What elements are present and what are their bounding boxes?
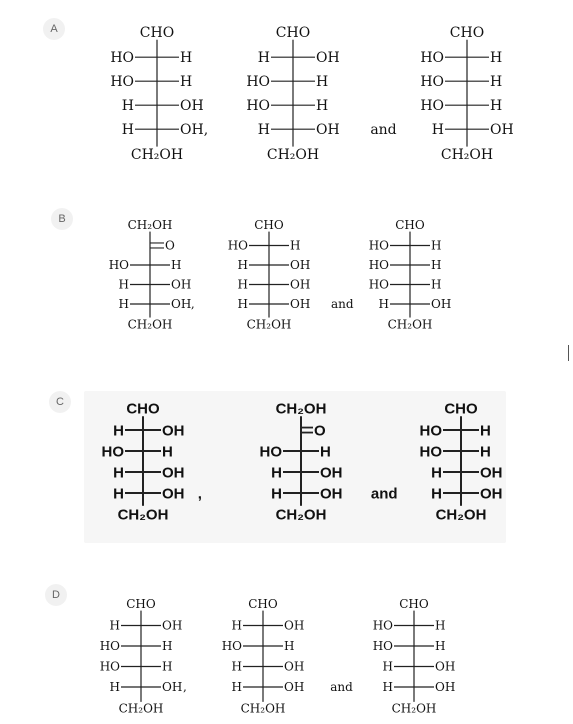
fischer-right-substituent: OH bbox=[171, 277, 192, 292]
fischer-right-substituent: H bbox=[435, 618, 446, 633]
fischer-right-substituent: H bbox=[435, 639, 446, 654]
fischer-left-substituent: H bbox=[257, 122, 270, 139]
separator-and: and bbox=[330, 680, 353, 695]
fischer-left-substituent: HO bbox=[221, 639, 242, 654]
fischer-left-substituent: H bbox=[382, 659, 393, 674]
fischer-left-substituent: H bbox=[382, 680, 393, 695]
fischer-right-substituent: OH bbox=[290, 297, 311, 312]
fischer-left-substituent: H bbox=[237, 297, 248, 312]
separator-and: and bbox=[370, 485, 398, 503]
fischer-right-substituent: H bbox=[490, 50, 503, 67]
fischer-left-substituent: H bbox=[118, 277, 129, 292]
fischer-left-substituent: HO bbox=[372, 639, 393, 654]
fischer-bottom-group: CH₂OH bbox=[435, 506, 487, 524]
fischer-bottom-group: CH₂OH bbox=[118, 701, 164, 716]
fischer-left-substituent: H bbox=[113, 485, 124, 503]
fischer-left-substituent: HO bbox=[110, 50, 134, 67]
fischer-right-substituent: H bbox=[290, 238, 301, 253]
fischer-left-substituent: H bbox=[431, 122, 444, 139]
fischer-bottom-group: CH₂OH bbox=[266, 147, 320, 164]
fischer-top-group: CHO bbox=[139, 24, 175, 41]
fischer-right-substituent: H bbox=[162, 443, 173, 461]
fischer-left-substituent: HO bbox=[227, 238, 248, 253]
fischer-left-substituent: HO bbox=[101, 443, 124, 461]
fischer-left-substituent: H bbox=[237, 258, 248, 273]
fischer-right-substituent: OH bbox=[435, 680, 456, 695]
fischer-left-substituent: HO bbox=[420, 74, 444, 91]
fischer-top-group: CHO bbox=[399, 597, 429, 612]
fischer-right-substituent: H bbox=[284, 639, 295, 654]
fischer-top-group: CH₂OH bbox=[127, 218, 173, 233]
fischer-left-substituent: HO bbox=[99, 639, 120, 654]
fischer-right-substituent: OH bbox=[180, 98, 204, 115]
fischer-right-substituent: OH bbox=[316, 122, 340, 139]
separator-comma: , bbox=[197, 485, 202, 503]
fischer-left-substituent: H bbox=[118, 297, 129, 312]
fischer-top-group: CHO bbox=[275, 24, 311, 41]
carbonyl-oxygen: O bbox=[165, 238, 175, 253]
separator-and: and bbox=[331, 297, 354, 312]
fischer-right-substituent: OH bbox=[284, 659, 305, 674]
fischer-right-substituent: H bbox=[171, 258, 182, 273]
fischer-left-substituent: HO bbox=[368, 277, 389, 292]
fischer-top-group: CHO bbox=[248, 597, 278, 612]
fischer-left-substituent: H bbox=[271, 464, 282, 482]
fischer-top-group: CHO bbox=[449, 24, 485, 41]
fischer-right-substituent: OH bbox=[180, 122, 204, 139]
fischer-right-substituent: OH bbox=[316, 50, 340, 67]
fischer-left-substituent: HO bbox=[368, 258, 389, 273]
fischer-top-group: CHO bbox=[395, 218, 425, 233]
fischer-left-substituent: HO bbox=[99, 659, 120, 674]
fischer-left-substituent: HO bbox=[372, 618, 393, 633]
fischer-left-substituent: HO bbox=[419, 422, 442, 440]
option-badge-a[interactable]: A bbox=[43, 18, 65, 40]
fischer-right-substituent: OH bbox=[162, 680, 183, 695]
option-badge-d[interactable]: D bbox=[45, 584, 67, 606]
fischer-left-substituent: HO bbox=[108, 258, 129, 273]
fischer-top-group: CHO bbox=[444, 400, 478, 418]
fischer-left-substituent: H bbox=[431, 485, 442, 503]
fischer-right-substituent: H bbox=[316, 98, 329, 115]
fischer-right-substituent: H bbox=[490, 74, 503, 91]
fischer-bottom-group: CH₂OH bbox=[440, 147, 494, 164]
fischer-right-substituent: OH bbox=[290, 277, 311, 292]
fischer-top-group: CH₂OH bbox=[275, 400, 327, 418]
fischer-left-substituent: HO bbox=[420, 50, 444, 67]
fischer-right-substituent: H bbox=[180, 74, 193, 91]
fischer-right-substituent: OH bbox=[480, 464, 503, 482]
fischer-bottom-group: CH₂OH bbox=[130, 147, 184, 164]
fischer-bottom-group: CH₂OH bbox=[117, 506, 169, 524]
fischer-right-substituent: OH bbox=[284, 618, 305, 633]
carbonyl-oxygen: O bbox=[314, 422, 326, 440]
separator-comma: , bbox=[183, 680, 187, 695]
fischer-left-substituent: H bbox=[257, 50, 270, 67]
fischer-bottom-group: CH₂OH bbox=[246, 317, 292, 332]
fischer-right-substituent: OH bbox=[162, 618, 183, 633]
separator-comma: , bbox=[203, 122, 209, 139]
fischer-right-substituent: OH bbox=[284, 680, 305, 695]
fischer-bottom-group: CH₂OH bbox=[275, 506, 327, 524]
fischer-left-substituent: H bbox=[109, 618, 120, 633]
fischer-right-substituent: H bbox=[480, 422, 491, 440]
fischer-left-substituent: H bbox=[121, 122, 134, 139]
fischer-right-substituent: H bbox=[320, 443, 331, 461]
separator-comma: , bbox=[190, 297, 195, 312]
fischer-right-substituent: OH bbox=[162, 422, 185, 440]
fischer-left-substituent: H bbox=[378, 297, 389, 312]
separator-and: and bbox=[370, 122, 397, 139]
fischer-left-substituent: H bbox=[271, 485, 282, 503]
fischer-left-substituent: HO bbox=[259, 443, 282, 461]
fischer-right-substituent: H bbox=[480, 443, 491, 461]
fischer-left-substituent: HO bbox=[420, 98, 444, 115]
option-badge-c[interactable]: C bbox=[49, 391, 71, 413]
fischer-left-substituent: HO bbox=[419, 443, 442, 461]
fischer-right-substituent: H bbox=[431, 258, 442, 273]
fischer-left-substituent: H bbox=[231, 618, 242, 633]
fischer-left-substituent: HO bbox=[368, 238, 389, 253]
fischer-left-substituent: H bbox=[109, 680, 120, 695]
fischer-left-substituent: H bbox=[431, 464, 442, 482]
fischer-bottom-group: CH₂OH bbox=[240, 701, 286, 716]
fischer-bottom-group: CH₂OH bbox=[391, 701, 437, 716]
fischer-left-substituent: H bbox=[231, 680, 242, 695]
fischer-right-substituent: H bbox=[316, 74, 329, 91]
fischer-right-substituent: H bbox=[162, 639, 173, 654]
fischer-left-substituent: HO bbox=[246, 74, 270, 91]
fischer-right-substituent: OH bbox=[435, 659, 456, 674]
fischer-right-substituent: H bbox=[431, 238, 442, 253]
fischer-left-substituent: HO bbox=[110, 74, 134, 91]
fischer-left-substituent: H bbox=[121, 98, 134, 115]
fischer-top-group: CHO bbox=[254, 218, 284, 233]
fischer-left-substituent: H bbox=[231, 659, 242, 674]
fischer-right-substituent: OH bbox=[490, 122, 514, 139]
fischer-left-substituent: HO bbox=[246, 98, 270, 115]
fischer-bottom-group: CH₂OH bbox=[387, 317, 433, 332]
fischer-right-substituent: OH bbox=[290, 258, 311, 273]
option-badge-b[interactable]: B bbox=[51, 208, 73, 230]
fischer-right-substituent: H bbox=[490, 98, 503, 115]
fischer-left-substituent: H bbox=[113, 464, 124, 482]
fischer-bottom-group: CH₂OH bbox=[127, 317, 173, 332]
fischer-right-substituent: H bbox=[431, 277, 442, 292]
fischer-top-group: CHO bbox=[126, 400, 160, 418]
fischer-right-substituent: OH bbox=[320, 464, 343, 482]
fischer-right-substituent: H bbox=[180, 50, 193, 67]
fischer-left-substituent: H bbox=[113, 422, 124, 440]
fischer-left-substituent: H bbox=[237, 277, 248, 292]
fischer-right-substituent: H bbox=[162, 659, 173, 674]
fischer-right-substituent: OH bbox=[320, 485, 343, 503]
fischer-right-substituent: OH bbox=[480, 485, 503, 503]
fischer-right-substituent: OH bbox=[171, 297, 192, 312]
fischer-right-substituent: OH bbox=[162, 464, 185, 482]
fischer-right-substituent: OH bbox=[431, 297, 452, 312]
fischer-top-group: CHO bbox=[126, 597, 156, 612]
fischer-right-substituent: OH bbox=[162, 485, 185, 503]
